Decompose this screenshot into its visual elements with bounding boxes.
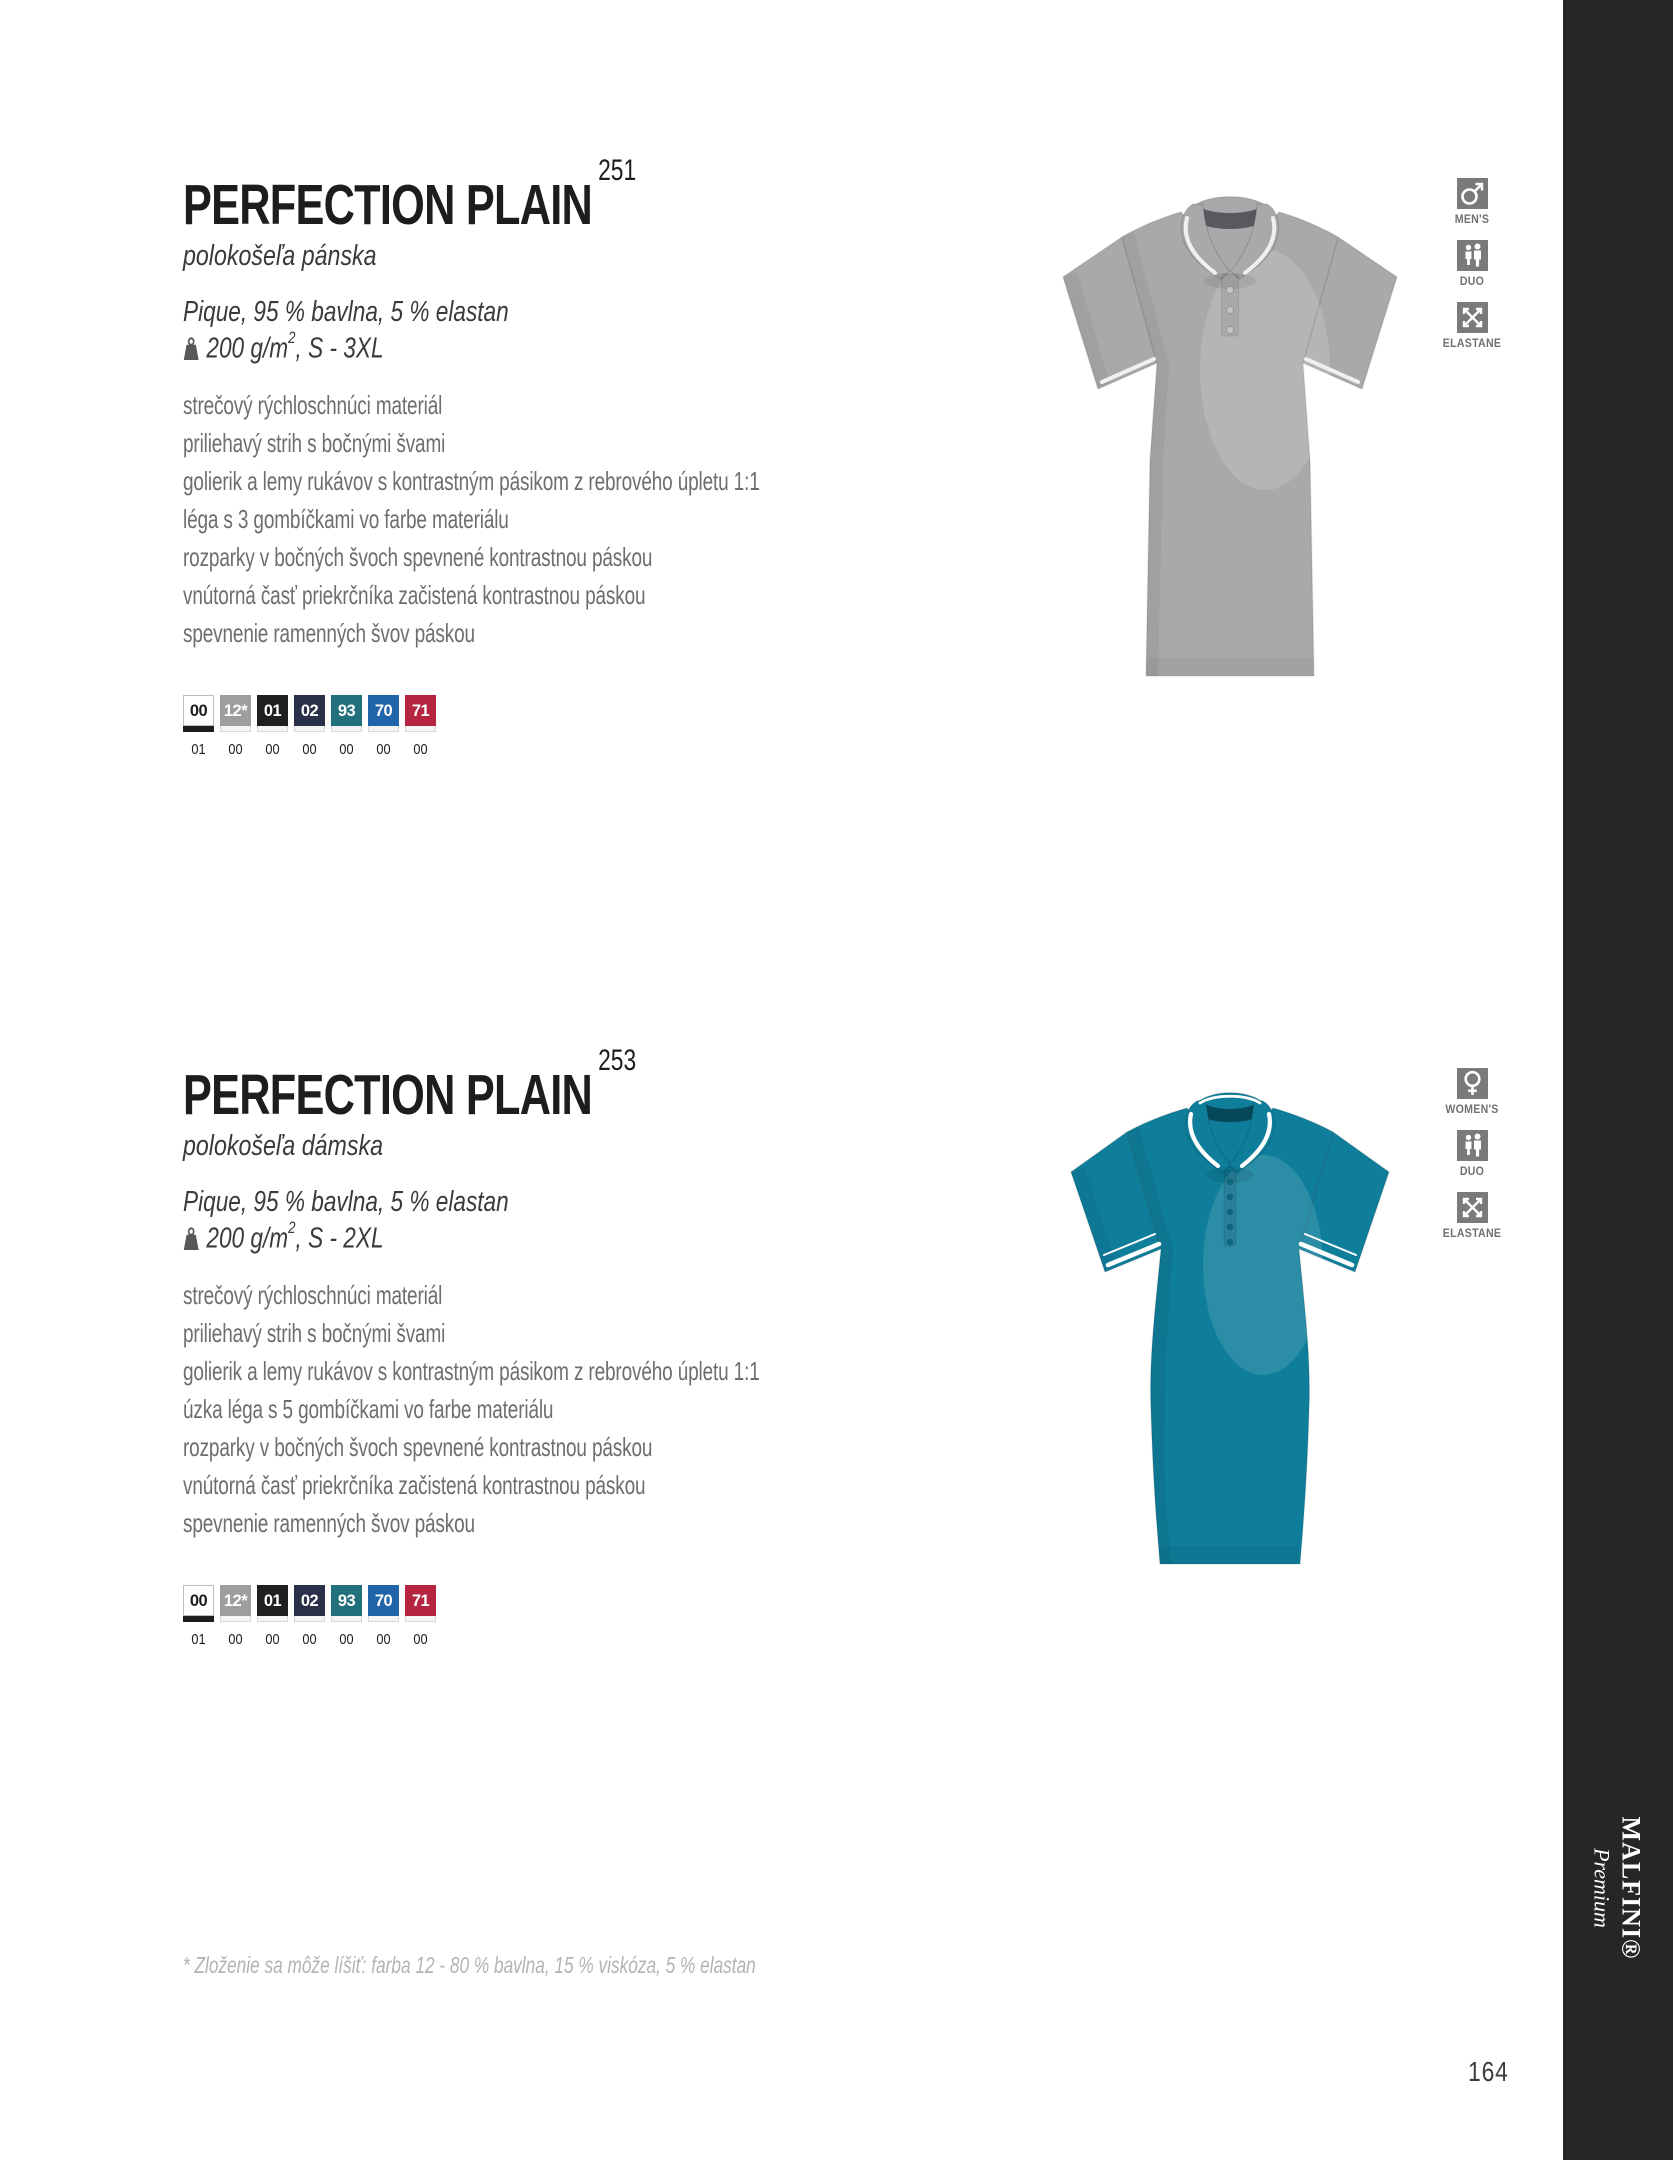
contrast-strip — [257, 1616, 288, 1622]
product-code: 251 — [598, 154, 637, 187]
feature-line: golierik a lemy rukávov s kontrastným pásikom z rebrového úpletu 1:1 — [183, 1356, 760, 1386]
product-photo-mens-polo — [1015, 160, 1445, 720]
feature-line: spevnenie ramenných švov páskou — [183, 618, 475, 648]
color-swatch — [183, 1585, 214, 1648]
color-swatch — [257, 1585, 288, 1648]
feature-line: rozparky v bočných švoch spevnené kontrastnou páskou — [183, 542, 653, 572]
feature-line: léga s 3 gombíčkami vo farbe materiálu — [183, 504, 509, 534]
color-code: 02 — [294, 695, 325, 726]
weight-size-text: 200 $g/m^2$, S - 3XL — [206, 328, 384, 365]
feature-line: priliehavý strih s bočnými švami — [183, 1318, 446, 1348]
material-line: Pique, 95 % bavlna, 5 % elastan — [183, 296, 509, 328]
color-swatch — [405, 695, 436, 758]
color-qty: 00 — [339, 741, 354, 758]
color-swatch — [368, 695, 399, 758]
badge-label: DUO — [1459, 1166, 1485, 1178]
color-qty: 01 — [191, 741, 206, 758]
color-swatch — [331, 695, 362, 758]
badge-label: ELASTANE — [1442, 338, 1502, 350]
color-code: 70 — [368, 1585, 399, 1616]
color-code: 01 — [257, 695, 288, 726]
color-swatch-row — [183, 1585, 436, 1648]
color-code: 93 — [331, 695, 362, 726]
badge-label: WOMEN'S — [1445, 1104, 1499, 1116]
color-qty: 00 — [228, 741, 243, 758]
color-swatch — [183, 695, 214, 758]
color-qty: 00 — [302, 741, 317, 758]
color-qty: 00 — [376, 741, 391, 758]
product-subtitle: polokošeľa dámska — [183, 1130, 383, 1162]
contrast-strip — [220, 1616, 251, 1622]
color-code: 02 — [294, 1585, 325, 1616]
brand-name: MALFINI® — [1616, 1816, 1646, 1960]
color-qty: 00 — [265, 741, 280, 758]
color-qty: 00 — [302, 1631, 317, 1648]
feature-line: vnútorná časť priekrčníka začistená kontrastnou páskou — [183, 580, 646, 610]
product-251 — [0, 0, 1673, 890]
color-swatch — [405, 1585, 436, 1648]
color-swatch — [220, 695, 251, 758]
badge-label: DUO — [1459, 276, 1485, 288]
feature-line: strečový rýchloschnúci materiál — [183, 1280, 443, 1310]
feature-line: vnútorná časť priekrčníka začistená kontrastnou páskou — [183, 1470, 646, 1500]
feature-line: strečový rýchloschnúci materiál — [183, 390, 443, 420]
color-qty: 00 — [413, 1631, 428, 1648]
product-title — [183, 154, 637, 238]
color-code: 12* — [220, 1585, 251, 1616]
color-qty: 00 — [228, 1631, 243, 1648]
weight-size-text: 200 $g/m^2$, S - 2XL — [206, 1218, 384, 1255]
contrast-strip — [183, 1616, 214, 1622]
badge-label: MEN'S — [1454, 214, 1490, 226]
color-swatch — [294, 695, 325, 758]
color-qty: 00 — [413, 741, 428, 758]
color-swatch — [368, 1585, 399, 1648]
feature-line: úzka léga s 5 gombíčkami vo farbe materiálu — [183, 1394, 554, 1424]
color-code: 12* — [220, 695, 251, 726]
contrast-strip — [183, 726, 214, 732]
elastane-icon — [1457, 302, 1488, 333]
color-code: 93 — [331, 1585, 362, 1616]
contrast-strip — [294, 726, 325, 732]
mens-icon — [1457, 178, 1488, 209]
contrast-strip — [257, 726, 288, 732]
product-title-text: PERFECTION PLAIN — [183, 173, 593, 237]
color-code: 00 — [183, 1585, 214, 1616]
feature-line: spevnenie ramenných švov páskou — [183, 1508, 475, 1538]
color-qty: 00 — [339, 1631, 354, 1648]
color-qty: 01 — [191, 1631, 206, 1648]
badge-label: ELASTANE — [1442, 1228, 1502, 1240]
color-swatch — [331, 1585, 362, 1648]
contrast-strip — [405, 1616, 436, 1622]
contrast-strip — [368, 1616, 399, 1622]
weight-size-line — [183, 328, 384, 366]
feature-line: priliehavý strih s bočnými švami — [183, 428, 446, 458]
weight-icon — [183, 1226, 199, 1252]
contrast-strip — [220, 726, 251, 732]
contrast-strip — [405, 726, 436, 732]
product-subtitle: polokošeľa pánska — [183, 240, 377, 272]
womens-icon — [1457, 1068, 1488, 1099]
feature-list — [183, 386, 760, 652]
color-code: 00 — [183, 695, 214, 726]
elastane-icon — [1457, 1192, 1488, 1223]
material-line: Pique, 95 % bavlna, 5 % elastan — [183, 1186, 509, 1218]
brand-edition: Premium — [1589, 1848, 1615, 1928]
feature-line: rozparky v bočných švoch spevnené kontrastnou páskou — [183, 1432, 653, 1462]
color-swatch — [257, 695, 288, 758]
contrast-strip — [331, 1616, 362, 1622]
contrast-strip — [368, 726, 399, 732]
feature-line: golierik a lemy rukávov s kontrastným pásikom z rebrového úpletu 1:1 — [183, 466, 760, 496]
page-number: 164 — [1468, 2056, 1509, 2087]
color-swatch — [294, 1585, 325, 1648]
color-code: 71 — [405, 1585, 436, 1616]
color-qty: 00 — [376, 1631, 391, 1648]
product-photo-womens-polo — [1015, 1050, 1445, 1610]
color-swatch-row — [183, 695, 436, 758]
color-swatch — [220, 1585, 251, 1648]
weight-size-line — [183, 1218, 384, 1256]
contrast-strip — [294, 1616, 325, 1622]
weight-icon — [183, 336, 199, 362]
duo-icon — [1457, 240, 1488, 271]
product-code: 253 — [598, 1044, 637, 1077]
color-qty: 00 — [265, 1631, 280, 1648]
color-code: 70 — [368, 695, 399, 726]
duo-icon — [1457, 1130, 1488, 1161]
color-code: 71 — [405, 695, 436, 726]
contrast-strip — [331, 726, 362, 732]
composition-footnote: * Zloženie sa môže líšiť: farba 12 - 80 % bavlna, 15 % viskóza, 5 % elastan — [183, 1952, 756, 1978]
product-title — [183, 1044, 637, 1128]
product-253 — [0, 890, 1673, 1780]
color-code: 01 — [257, 1585, 288, 1616]
product-title-text: PERFECTION PLAIN — [183, 1063, 593, 1127]
feature-list — [183, 1276, 760, 1542]
